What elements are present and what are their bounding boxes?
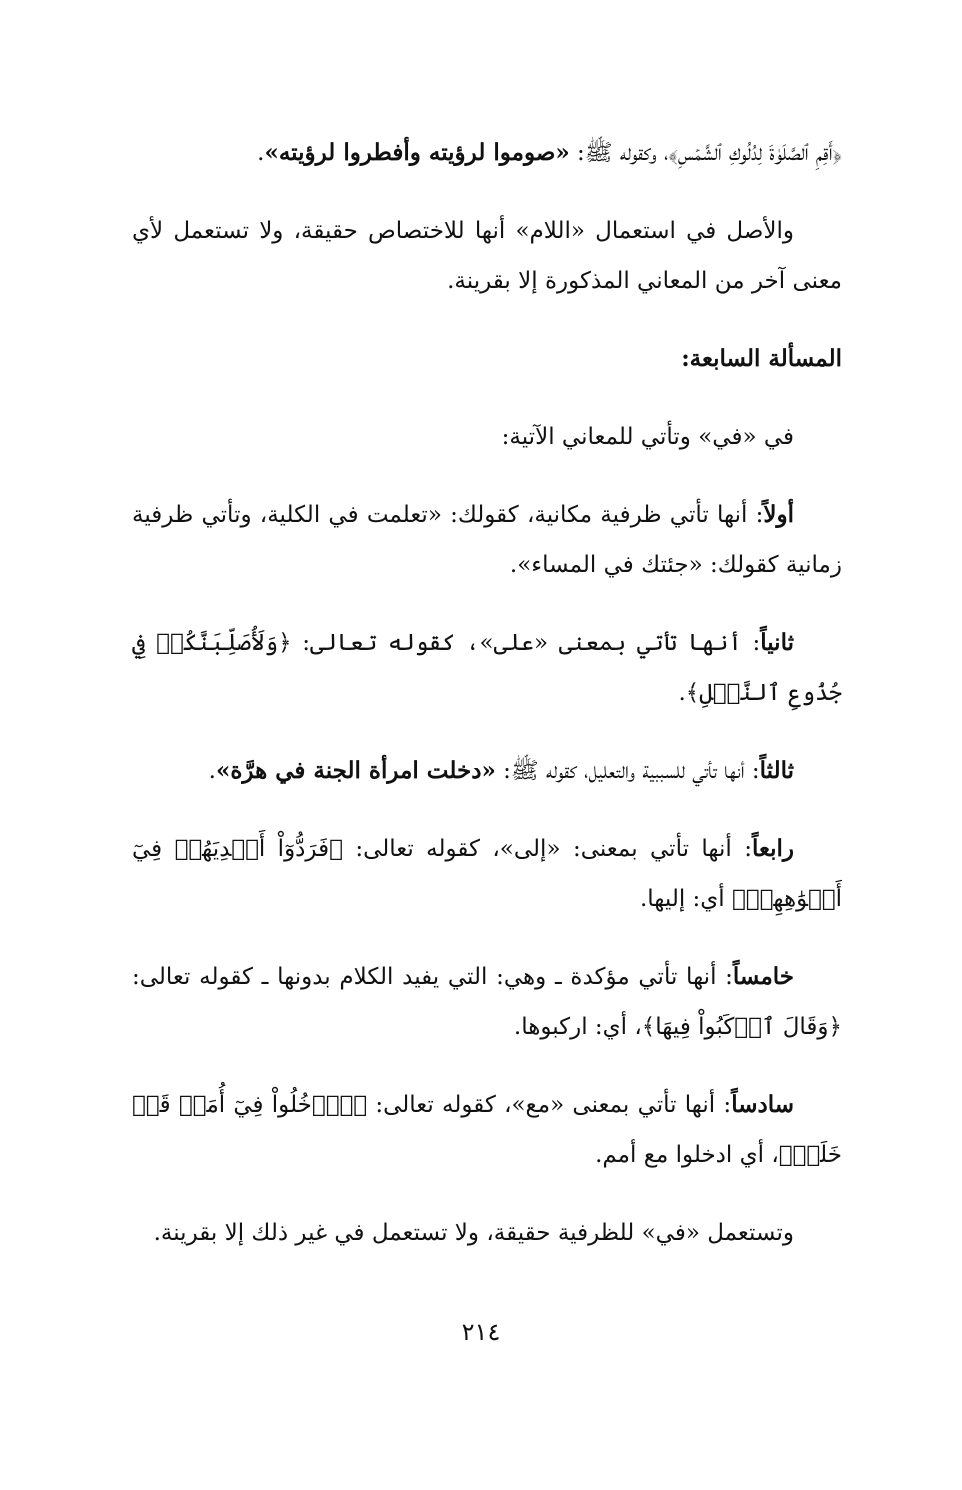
item-text: : أنها تأتي للسببية والتعليل، كقوله ﷺ:: [495, 758, 760, 784]
paragraph-fi-usage: وتستعمل «في» للظرفية حقيقة، ولا تستعمل في غير ذلك إلا بقرينة.: [153, 1220, 794, 1246]
item-text: : أنها تأتي بمعنى: «إلى»، كقوله تعالى: ﴿فَرَدُّوٓاْ أَيۡدِيَهُمۡ فِيٓ أَفۡوَٰهِهِمۡ﴾ أي: إليها.: [132, 836, 842, 912]
end-punctuation: .: [208, 758, 216, 784]
paragraph-fifth-meaning: [132, 952, 842, 1052]
page-body: [132, 128, 842, 1286]
paragraph-first-meaning: [132, 490, 842, 590]
item-label: ثالثاً: [759, 757, 794, 784]
hadith-quote: «دخلت امرأة الجنة في هرَّة»: [215, 757, 496, 784]
paragraph-second-meaning: [132, 618, 842, 718]
paragraph-third-meaning: [132, 746, 842, 796]
page-number: ٢١٤: [461, 1318, 501, 1346]
item-label: خامساً: [732, 963, 794, 990]
paragraph-intro-fi: في «في» وتأتي للمعاني الآتية:: [501, 424, 794, 450]
item-label: ثانياً: [760, 629, 794, 656]
item-text: : أنها تأتي بمعنى «مع»، كقوله تعالى: ﴿ٱدۡخُلُواْ فِيٓ أُمَمٖ قَدۡ خَلَتۡ﴾، أي ادخلوا مع أمم.: [132, 1092, 842, 1168]
end-punctuation: .: [257, 140, 265, 166]
item-label: رابعاً: [751, 835, 794, 862]
hadith-quote: «صوموا لرؤيته وأفطروا لرؤيته»: [264, 139, 570, 166]
section-heading: المسألة السابعة:: [681, 345, 842, 372]
item-label: سادساً: [731, 1091, 794, 1118]
paragraph-verse-hadith: [132, 128, 842, 178]
item-text: : أنها تأتي بمعنى «على»، كقوله تعالى: ﴿وَلَأُصَلِّبَنَّكُمۡ فِي جُذُوعِ ٱلنَّخۡلِ﴾.: [132, 630, 842, 706]
connector-text: ، وكقوله ﷺ:: [569, 140, 669, 166]
item-label: أولاً: [763, 501, 794, 528]
quran-verse: ﴿أَقِمِ ٱلصَّلَوٰةَ لِدُلُوكِ ٱلشَّمۡسِ﴾: [668, 140, 842, 166]
paragraph-fourth-meaning: [132, 824, 842, 924]
item-text: : أنها تأتي مؤكدة ـ وهي: التي يفيد الكلام بدونها ـ كقوله تعالى: ﴿وَقَالَ ٱرۡكَبُواْ فِيهَا﴾، أي: اركبوها.: [132, 964, 842, 1040]
item-text: : أنها تأتي ظرفية مكانية، كقولك: «تعلمت في الكلية، وتأتي ظرفية زمانية كقولك: «جئتك في المساء».: [132, 502, 842, 578]
paragraph-lam-origin: والأصل في استعمال «اللام» أنها للاختصاص حقيقة، ولا تستعمل لأي معنى آخر من المعاني المذكورة إلا بقرينة.: [132, 218, 842, 294]
paragraph-sixth-meaning: [132, 1080, 842, 1180]
